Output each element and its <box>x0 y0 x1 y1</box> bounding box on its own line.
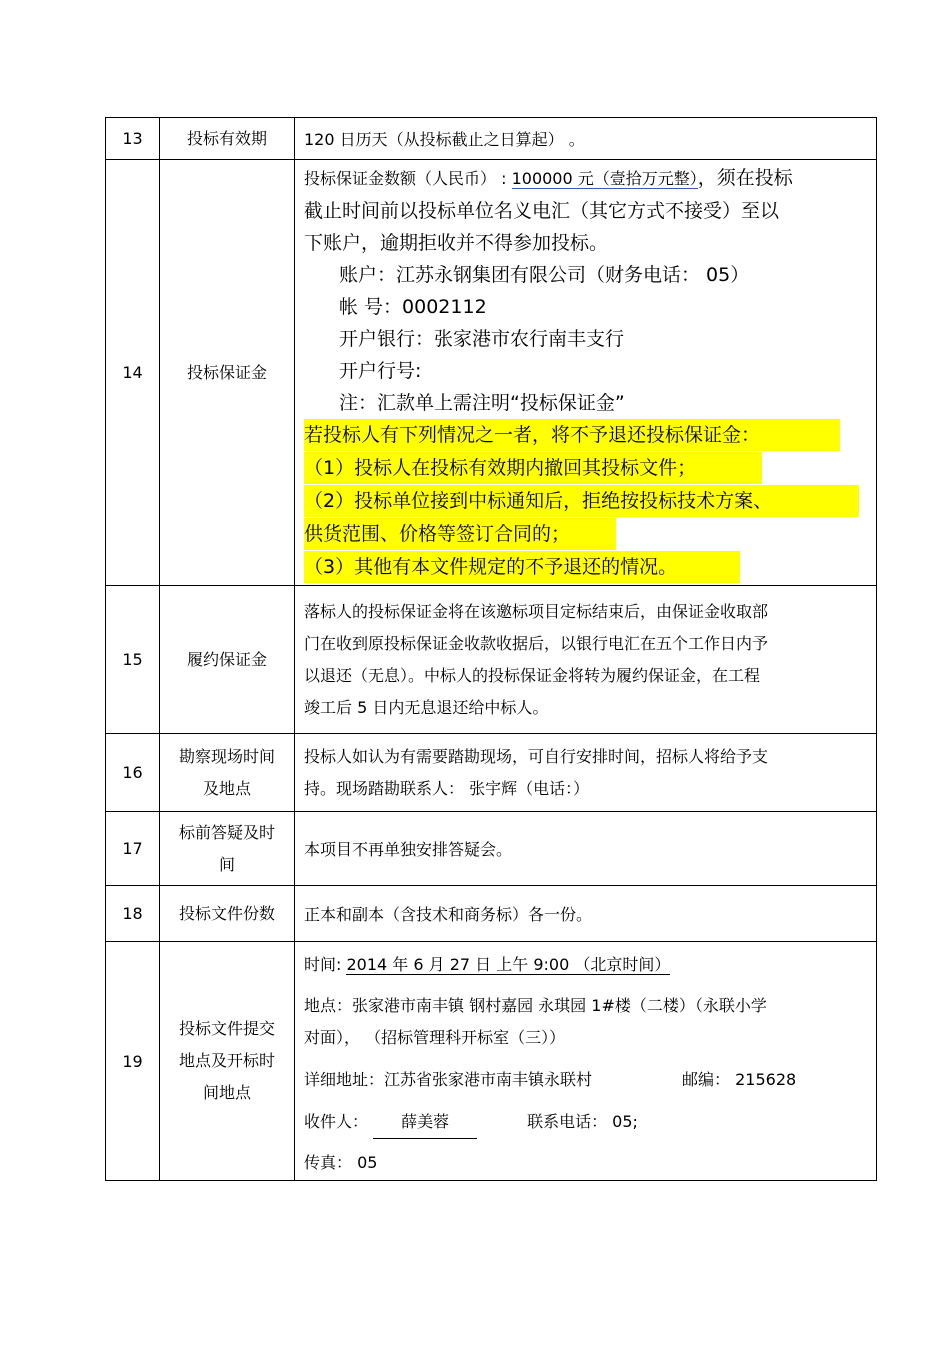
row-content <box>295 812 877 886</box>
content-line: 门在收到原投标保证金收款收据后，以银行电汇在五个工作日内予 <box>304 633 769 653</box>
deposit-amount-line <box>304 162 876 195</box>
table-row <box>106 118 877 160</box>
table-row <box>106 812 877 886</box>
bid-terms-table <box>105 117 877 1181</box>
location-line: 地点：张家港市南丰镇 钢村嘉园 永琪园 1#楼（二楼）（永联小学 <box>304 996 767 1015</box>
highlight-line: （3）其他有本文件规定的不予退还的情况。 <box>304 551 740 583</box>
content-line: 120 日历天（从投标截止之日算起） 。 <box>304 130 585 149</box>
content-line: 持。现场踏勘联系人： 张宇辉（电话：） <box>304 778 590 798</box>
row-number: 15 <box>106 586 160 734</box>
bank-line: 开户银行：张家港市农行南丰支行 <box>339 328 625 350</box>
remittance-note-line: 注：汇款单上需注明“投标保证金” <box>339 392 625 414</box>
item-line: 地点及开标时 <box>178 1051 275 1070</box>
table-row <box>106 886 877 942</box>
postcode-text: 邮编： 215628 <box>682 1070 797 1089</box>
deposit-amount-value: 100000 元（壹拾万元整） <box>511 169 698 188</box>
row-item: 投标保证金 <box>160 160 295 586</box>
content-line: 正本和副本（含技术和商务标）各一份。 <box>304 905 593 924</box>
content-line: 落标人的投标保证金将在该邀标项目定标结束后，由保证金收取部 <box>304 601 769 621</box>
row-number: 17 <box>106 812 160 886</box>
deposit-amount-suffix: ，须在投标 <box>697 167 793 189</box>
highlight-line: 若投标人有下列情况之一者，将不予退还投标保证金： <box>304 419 840 451</box>
content-line: 本项目不再单独安排答疑会。 <box>304 840 513 859</box>
item-line: 投标文件提交 <box>178 1019 275 1038</box>
content-line: 截止时间前以投标单位名义电汇（其它方式不接受）至以 <box>304 200 780 222</box>
row-item <box>160 734 295 812</box>
row-number: 14 <box>106 160 160 586</box>
opening-time-value: 2014 年 6 月 27 日 上午 9:00 （北京时间） <box>346 955 671 974</box>
row-number: 19 <box>106 942 160 1181</box>
table-row <box>106 942 877 1181</box>
row-item: 投标有效期 <box>160 118 295 160</box>
item-line: 标前答疑及时 <box>178 822 275 842</box>
bank-code-line: 开户行号: <box>339 360 422 382</box>
opening-time-line <box>304 952 876 978</box>
receiver-label: 收件人： <box>304 1112 374 1131</box>
row-content <box>295 734 877 812</box>
item-line: 间 <box>218 854 235 874</box>
row-content <box>295 586 877 734</box>
row-content <box>295 942 877 1181</box>
content-line: 投标人如认为有需要踏勘现场，可自行安排时间，招标人将给予支 <box>304 746 769 766</box>
highlight-line: 供货范围、价格等签订合同的； <box>304 518 616 550</box>
item-line: 勘察现场时间 <box>178 746 275 766</box>
receiver-phone: 联系电话： 05; <box>527 1112 638 1131</box>
opening-time-label: 时间: <box>304 955 347 974</box>
row-item: 投标文件份数 <box>160 886 295 942</box>
content-line: 下账户，逾期拒收并不得参加投标。 <box>304 232 609 254</box>
row-number: 13 <box>106 118 160 160</box>
receiver-line <box>304 1106 876 1139</box>
address-text: 详细地址：江苏省张家港市南丰镇永联村 <box>304 1070 593 1089</box>
highlight-line: （2）投标单位接到中标通知后，拒绝按投标技术方案、 <box>304 485 859 517</box>
content-line: 竣工后 5 日内无息退还给中标人。 <box>304 697 549 717</box>
row-item <box>160 812 295 886</box>
row-content <box>295 118 877 160</box>
account-name-line: 账户：江苏永钢集团有限公司（财务电话： 05） <box>339 264 750 286</box>
fax-line: 传真： 05 <box>304 1153 378 1172</box>
account-number-line: 帐 号：0002112 <box>339 296 487 318</box>
content-line: 以退还（无息）。中标人的投标保证金将转为履约保证金，在工程 <box>304 665 761 685</box>
row-item: 履约保证金 <box>160 586 295 734</box>
row-number: 16 <box>106 734 160 812</box>
table-row <box>106 160 877 586</box>
location-line: 对面）， （招标管理科开标室（三）） <box>304 1028 566 1047</box>
receiver-name: 薛美蓉 <box>373 1106 477 1139</box>
row-content <box>295 160 877 586</box>
row-number: 18 <box>106 886 160 942</box>
item-line: 间地点 <box>202 1083 251 1102</box>
row-content <box>295 886 877 942</box>
item-line: 及地点 <box>202 778 251 798</box>
deposit-amount-label: 投标保证金数额（人民币） : <box>304 169 512 188</box>
highlight-line: （1）投标人在投标有效期内撤回其投标文件； <box>304 452 762 484</box>
address-line <box>304 1064 876 1096</box>
non-refund-conditions <box>304 419 876 584</box>
table-row <box>106 586 877 734</box>
table-row <box>106 734 877 812</box>
row-item <box>160 942 295 1181</box>
